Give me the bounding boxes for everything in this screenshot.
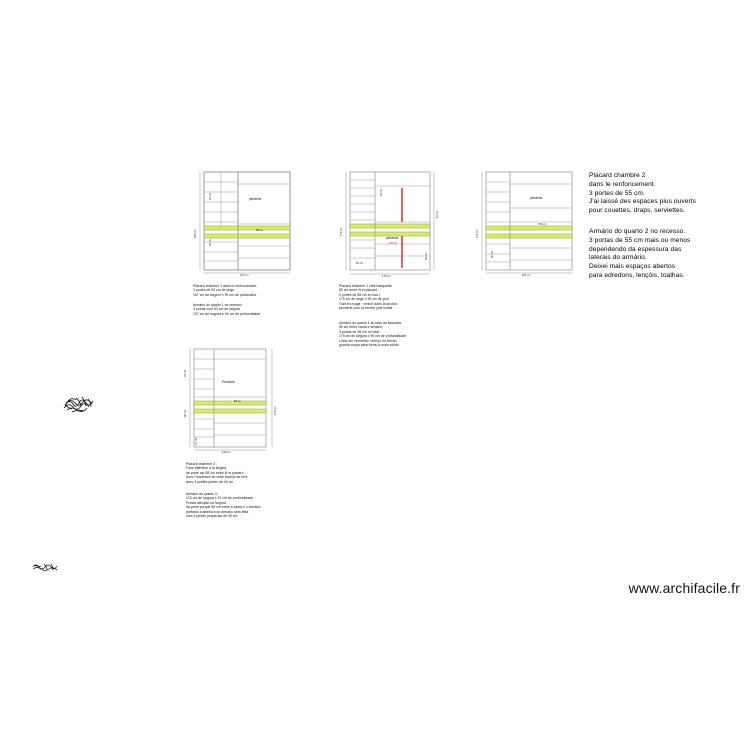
closet-drawing-2 — [342, 168, 452, 280]
dim-height-sub-2: 85 cm — [425, 252, 428, 260]
dim-width-total-2: 175 cm — [382, 275, 391, 278]
dim-height-low-4: 37 cm — [195, 437, 198, 445]
dim-height-inner-1: 20 cm — [209, 192, 212, 200]
renfort-label-2: + 50 cm — [388, 242, 398, 245]
site-watermark: www.archifacile.fr — [628, 580, 740, 596]
note-pt-closet-3: Armário do quarto 2 no recesso. 3 portas de 55 cm mais ou menos dependendo da espessura das laterais do armário. Deixei mais espaços abertos para edredons, lençóis, toalhas. — [589, 228, 691, 279]
note-pt-closet-1: Armário do quarto 1 no recesso. 3 portas com 53 cm de largura 157 cm de largura e 90 cm de profundidade — [193, 303, 261, 316]
penderie-label-1: penderie — [249, 197, 262, 201]
penderie-label-2: penderie — [386, 236, 399, 240]
note-fr-closet-1: Placard chambre 1 dans le renfoncement. 3 portes de 53 cm de large 157 cm de largeur x 90 cm de profondeur — [193, 284, 258, 297]
dim-height-left-4: 270 cm — [274, 406, 277, 415]
dim-width-inner-1: 50 cm — [256, 229, 264, 232]
closet-drawing-3 — [478, 168, 588, 278]
note-pt-closet-4: Armário do quarto 3: 120 cm de largura x 37 cm de profundidade Presta atenção na largura da porta porque 85 cm entre a cama e o armário portanto a abertura do armário será feita com 3 portas pequenas de 40 cm — [186, 492, 261, 519]
signature-scribble-1 — [62, 392, 98, 421]
dim-height-left-1: 260 cm — [194, 229, 197, 238]
dim-height-right-2: 87 cm — [436, 210, 439, 218]
note-pt-closet-2: Armário do quarto 1 ao lado da bancada 85 cm entre cama e armário. 3 portas de 58 cm no total : 175 cm de largura x 90 cm de profundidade Linha em vermelho: reforço no trecho guarda-roupa para torná-lo mais sólido. — [339, 321, 406, 348]
dim-width-inner-4: 96 cm — [234, 400, 242, 403]
dim-height-top-4: 25 cm — [184, 369, 187, 377]
penderie-label-4: Penderie — [222, 380, 235, 384]
note-fr-closet-4: Placard chambre 3 : Faire attention à la largeur de porte car 85 cm entre lit et placard donc l'ouverture de cette section se fera avec 3 petites portes de 40 cm — [186, 462, 248, 484]
signature-scribble-2 — [32, 560, 62, 578]
dim-width-inner-3: 155 cm — [538, 223, 547, 226]
dim-width-total-4: 120 cm — [222, 451, 231, 454]
penderie-label-3: penderie — [530, 196, 543, 200]
note-fr-closet-3: Placard chambre 2 dans le renfoncement. 3 portes de 55 cm. J'ai laissé des espaces plus ouverts pour couettes, draps, serviettes. — [589, 172, 696, 215]
dim-height-mid-4: 90 cm — [184, 409, 187, 417]
dim-height-left-3: 270 cm — [476, 229, 479, 238]
dim-width-total-3: 167 cm — [522, 274, 531, 277]
dim-width-lower-2: 50 cm — [356, 262, 364, 265]
dim-height-lower-1: 90 cm — [209, 238, 212, 246]
note-fr-closet-2: Placard chambre 1 côté banquette 85 cm entre lit et placard . 3 portes de 58 cm en tout / 175 cm de large x 90 cm de prof Trait en rouge : renfort dans la section penderie pour la rendre plus solide — [339, 284, 398, 311]
closet-drawing-1 — [196, 168, 306, 278]
closet-drawing-4 — [186, 345, 290, 455]
dim-width-total-1: 157 cm — [240, 274, 249, 277]
dim-height-lower-3: 90 cm — [491, 250, 494, 258]
dim-height-left-2: 175 cm — [340, 227, 343, 236]
dim-height-top-2: 45 cm — [380, 188, 383, 196]
